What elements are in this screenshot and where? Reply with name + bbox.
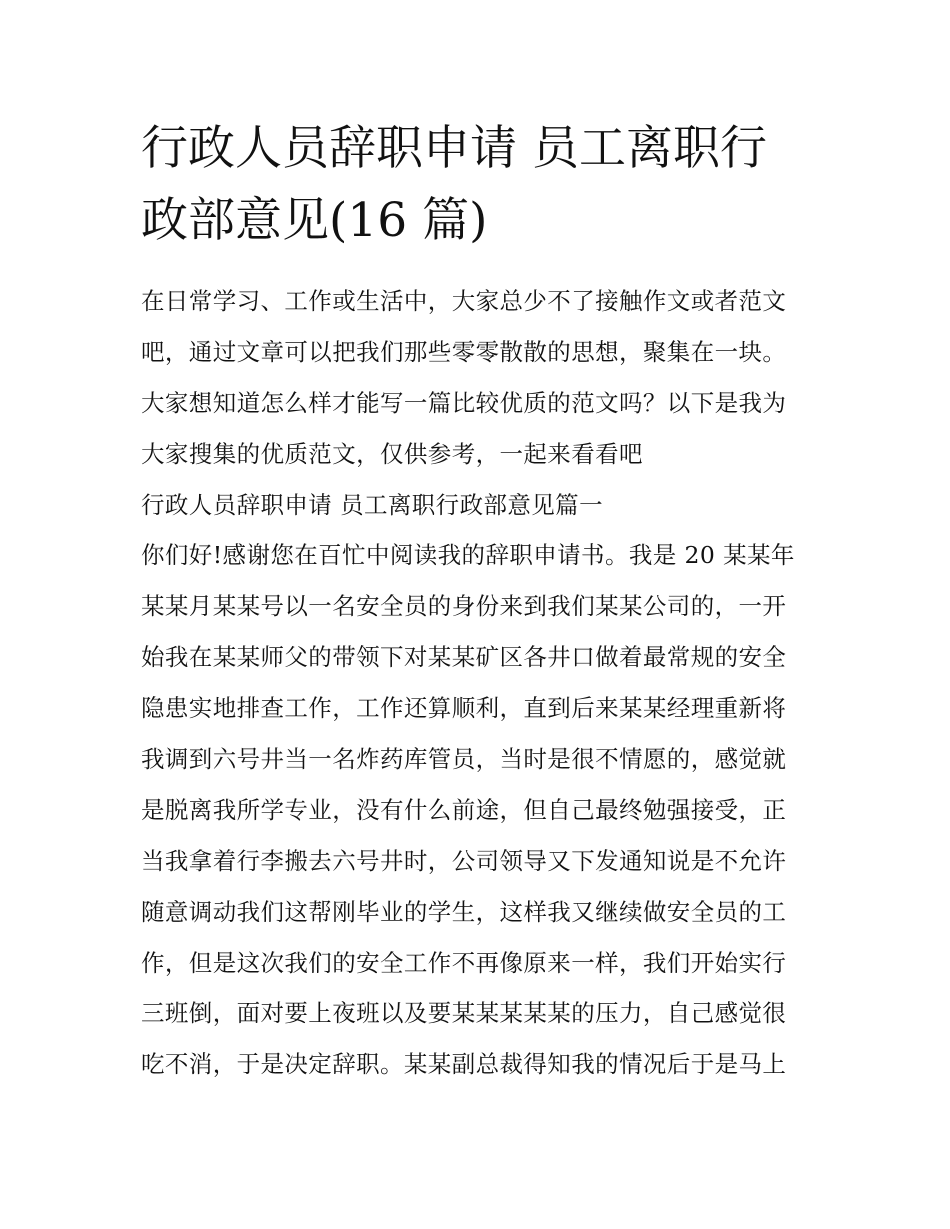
body-line: 是脱离我所学专业，没有什么前途，但自己最终勉强接受，正 [141, 795, 787, 824]
body-line: 当我拿着行李搬去六号井时，公司领导又下发通知说是不允许 [141, 846, 787, 875]
body-line: 在日常学习、工作或生活中，大家总少不了接触作文或者范文 [141, 287, 787, 315]
body-line: 我调到六号井当一名炸药库管员，当时是很不情愿的，感觉就 [141, 745, 787, 774]
body-line: 作，但是这次我们的安全工作不再像原来一样，我们开始实行 [141, 948, 787, 977]
page-title [141, 113, 821, 257]
document-body [141, 276, 821, 1090]
body-line: 你们好!感谢您在百忙中阅读我的辞职申请书。我是 20 某某年 [141, 541, 795, 570]
body-line: 大家搜集的优质范文，仅供参考，一起来看看吧 [141, 439, 643, 468]
body-line: 吃不消，于是决定辞职。某某副总裁得知我的情况后于是马上 [141, 1050, 787, 1079]
title-line-2: 政部意见(16 篇) [141, 193, 488, 248]
body-line: 大家想知道怎么样才能写一篇比较优质的范文吗？以下是我为 [141, 388, 787, 417]
body-line: 始我在某某师父的带领下对某某矿区各井口做着最常规的安全 [141, 643, 787, 672]
body-line: 某某月某某号以一名安全员的身份来到我们某某公司的，一开 [141, 592, 787, 621]
section-heading: 行政人员辞职申请 员工离职行政部意见篇一 [141, 490, 603, 519]
title-line-1: 行政人员辞职申请 员工离职行 [141, 121, 767, 176]
body-line: 三班倒，面对要上夜班以及要某某某某某的压力，自己感觉很 [141, 999, 787, 1028]
body-line: 随意调动我们这帮刚毕业的学生，这样我又继续做安全员的工 [141, 897, 787, 926]
body-line: 隐患实地排查工作，工作还算顺利，直到后来某某经理重新将 [141, 694, 787, 723]
body-line: 吧，通过文章可以把我们那些零零散散的思想，聚集在一块。 [141, 337, 787, 366]
